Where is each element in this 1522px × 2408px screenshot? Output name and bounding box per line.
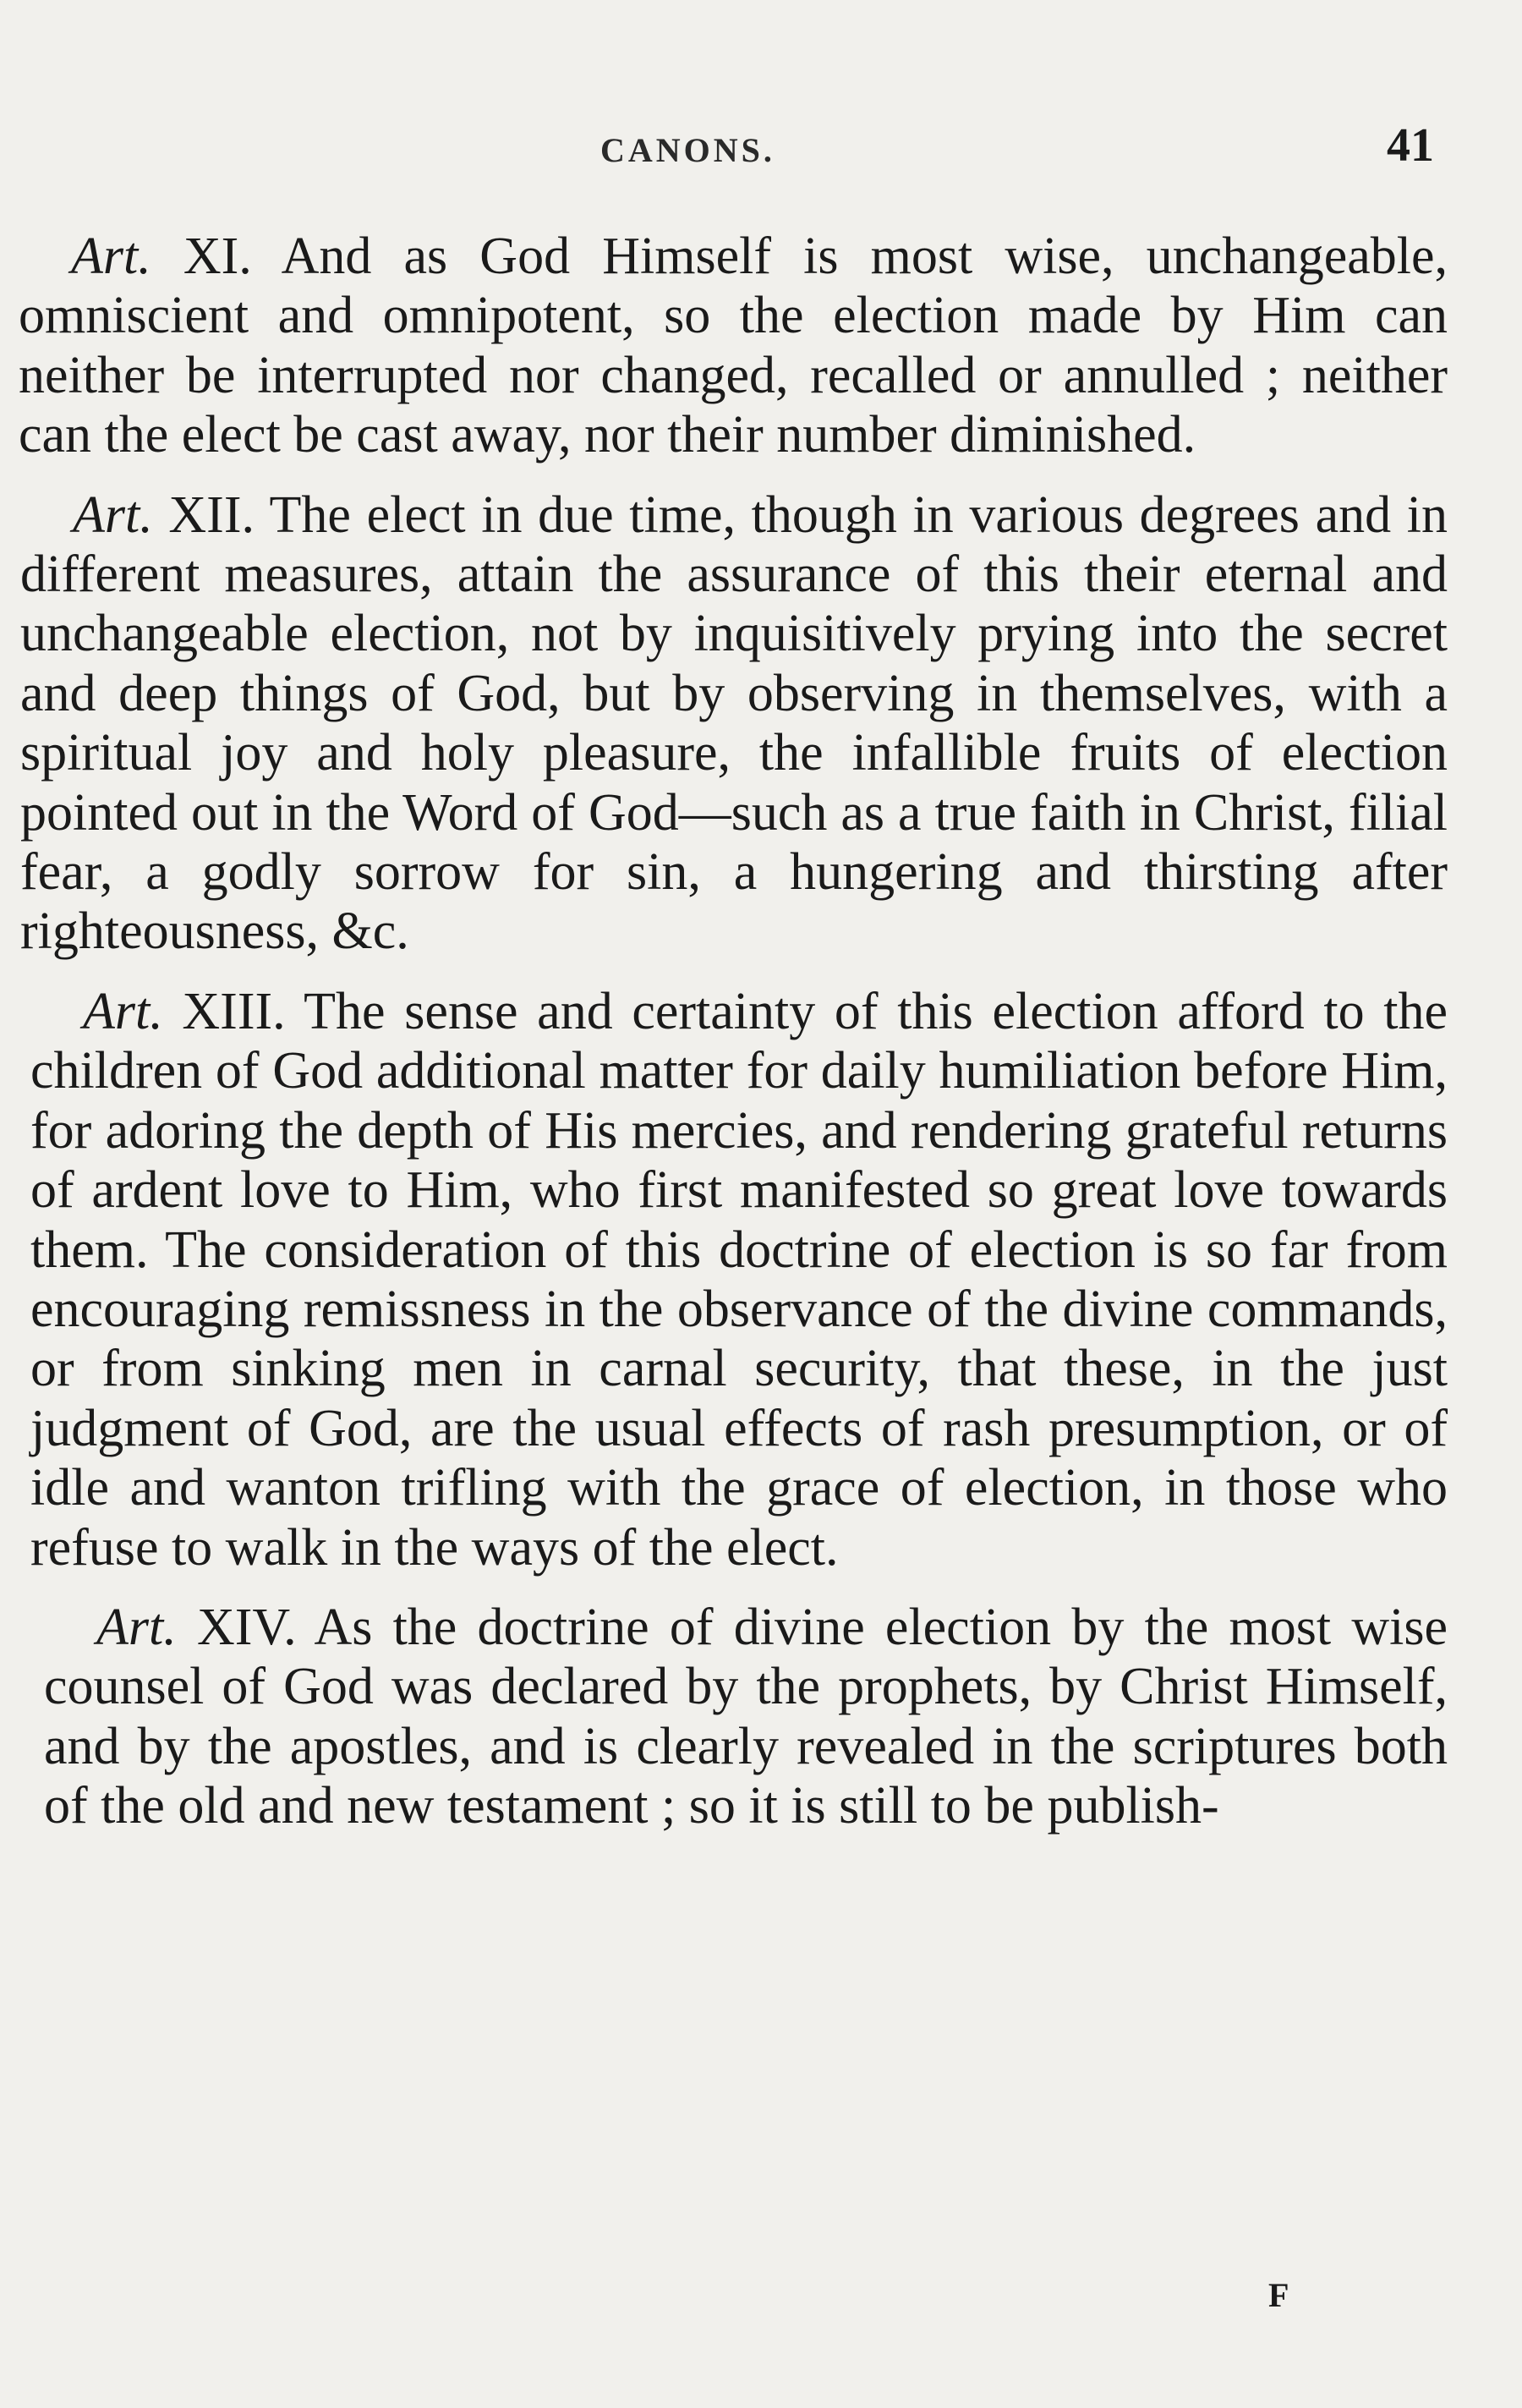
signature-mark: F xyxy=(1268,2276,1291,2314)
body-text xyxy=(19,227,1448,1857)
article-xi xyxy=(19,227,1448,465)
article-xiii xyxy=(19,982,1448,1577)
article-text: The sense and certainty of this election afford to the children of God additional matter for daily humiliation before Him, for adoring the depth of His mercies, and rendering grateful returns of ardent love to Him, who first manifested so great love towards them. The consideration of this doctrine of election is so far from encouraging remissness in the observance of the divine commands, or from sinking men in carnal security, that these, in the just judgment of God, are the usual effects of rash presumption, or of idle and wanton trifling with the grace of election, in those who refuse to walk in the ways of the elect. xyxy=(30,982,1448,1577)
article-text: As the doctrine of divine election by the most wise counsel of God was declared by the prophets, by Christ Himself, and by the apostles, and is clearly revealed in the scriptures both of the old and new testament ; so it is still to be publish- xyxy=(44,1598,1448,1835)
article-label: Art. xyxy=(73,485,153,544)
article-xii xyxy=(19,485,1448,962)
article-number: XII. xyxy=(168,485,255,544)
article-number: XI. xyxy=(183,228,252,285)
page-number: 41 xyxy=(1387,119,1434,172)
running-title: CANONS. xyxy=(600,131,775,169)
article-text: And as God Himself is most wise, unchangeable, omniscient and omnipotent, so the election made by Him can neither be interrupted nor changed, recalled or annulled ; neither can the elect be cast away, nor their number diminished. xyxy=(19,228,1448,464)
article-number: XIII. xyxy=(182,982,286,1040)
article-label: Art. xyxy=(71,228,151,285)
running-head xyxy=(0,118,1522,186)
article-text: The elect in due time, though in various degrees and in different measures, attain the assurance of this their eternal and unchangeable election, not by inquisitively prying into the secret and deep things of God, but by observing in themselves, with a spiritual joy and holy pleasure, the infallible fruits of election pointed out in the Word of God—such as a true faith in Christ, filial fear, a godly sorrow for sin, a hungering and thirsting after righteousness, &c. xyxy=(20,485,1448,961)
article-number: XIV. xyxy=(196,1598,297,1656)
article-xiv xyxy=(19,1598,1448,1836)
article-label: Art. xyxy=(96,1598,177,1656)
article-label: Art. xyxy=(83,982,163,1040)
